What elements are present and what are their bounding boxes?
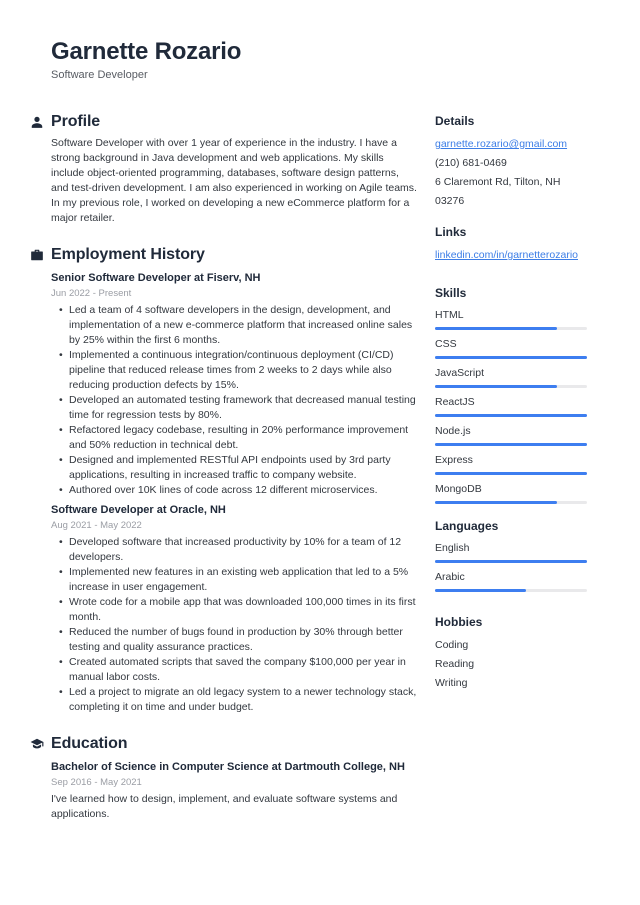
job-bullet: • Created automated scripts that saved the company $100,000 per year in manual labor costs. (69, 655, 419, 685)
hobby-item: Writing (435, 677, 468, 689)
language-item (435, 542, 587, 563)
address-line: 6 Claremont Rd, Tilton, NH 03276 (435, 176, 561, 207)
skill-item (435, 309, 587, 330)
phone-line: (210) 681-0469 (435, 157, 507, 169)
languages-heading: Languages (435, 519, 499, 533)
links-heading: Links (435, 225, 467, 239)
skill-bar (435, 472, 587, 475)
degree-title: Bachelor of Science in Computer Science at Dartmouth College, NH (51, 761, 405, 773)
skill-bar-fill (435, 327, 557, 330)
graduation-cap-icon (30, 737, 44, 751)
briefcase-icon (30, 248, 44, 262)
employment-heading: Employment History (51, 246, 205, 263)
skill-item (435, 454, 587, 475)
sidebar-column (435, 38, 587, 822)
profile-text: Software Developer with over 1 year of experience in the industry. I have a strong background in Java development and web applications. My skills include object-oriented programming, databases, software design patterns, and test-driven development. I am also experienced in working on Agile teams. In my previous role, I worked on developing a new eCommerce platform for a major retailer. (51, 137, 417, 224)
job-entry (51, 271, 419, 498)
job-bullet: • Wrote code for a mobile app that was downloaded 100,000 times in its first month. (69, 595, 419, 625)
job-title: Software Developer at Oracle, NH (51, 504, 226, 516)
job-bullet: • Authored over 10K lines of code across 12 different microservices. (69, 483, 419, 498)
job-bullet: • Led a team of 4 software developers in the design, development, and implementation of a new e-commerce platform that increased online sales by 25% within the first 6 months. (69, 303, 419, 348)
hobbies-heading: Hobbies (435, 615, 483, 629)
job-bullet: • Implemented new features in an existing web application that led to a 5% increase in user engagement. (69, 565, 419, 595)
resume-header (51, 38, 419, 82)
skill-bar-fill (435, 356, 587, 359)
language-bar (435, 560, 587, 563)
job-bullet-list (51, 303, 419, 498)
education-section-header (30, 734, 419, 754)
profile-heading: Profile (51, 113, 101, 130)
job-title: Senior Software Developer at Fiserv, NH (51, 272, 261, 284)
section-education (30, 734, 419, 822)
language-label: English (435, 542, 470, 554)
skill-item (435, 425, 587, 446)
section-profile (30, 112, 419, 226)
link-line (435, 246, 587, 265)
page-title: Garnette Rozario (51, 38, 242, 65)
hobby-item: Coding (435, 639, 469, 651)
education-entry (51, 760, 419, 822)
skills-heading: Skills (435, 286, 467, 300)
employment-section-header (30, 245, 419, 265)
employment-body (51, 271, 419, 715)
skill-item (435, 367, 587, 388)
education-heading: Education (51, 735, 128, 752)
skill-label: MongoDB (435, 483, 482, 495)
job-dates: Aug 2021 - May 2022 (51, 520, 142, 531)
job-bullet: • Reduced the number of bugs found in production by 30% through better testing and quality assurance practices. (69, 625, 419, 655)
skill-label: CSS (435, 338, 457, 350)
section-hobbies (435, 615, 587, 693)
language-item (435, 571, 587, 592)
email-line (435, 135, 587, 154)
skill-bar-fill (435, 414, 587, 417)
section-employment (30, 245, 419, 715)
skill-label: Express (435, 454, 473, 466)
job-bullet: • Refactored legacy codebase, resulting in 20% performance improvement and 50% reduction in technical debt. (69, 423, 419, 453)
degree-dates: Sep 2016 - May 2021 (51, 777, 142, 788)
job-bullet: • Designed and implemented RESTful API endpoints used by 3rd party applications, resulting in increased traffic to company website. (69, 453, 419, 483)
job-bullet: • Led a project to migrate an old legacy system to a newer technology stack, completing it on time and under budget. (69, 685, 419, 715)
email-link[interactable]: garnette.rozario@gmail.com (435, 138, 568, 150)
skill-item (435, 483, 587, 504)
language-label: Arabic (435, 571, 465, 583)
section-details (435, 114, 587, 211)
skill-bar-fill (435, 443, 587, 446)
skill-item (435, 338, 587, 359)
skill-bar-fill (435, 501, 557, 504)
skill-bar (435, 385, 587, 388)
skill-bar (435, 414, 587, 417)
linkedin-link[interactable]: linkedin.com/in/garnetterozario (435, 249, 578, 261)
skill-bar-fill (435, 472, 587, 475)
section-skills (435, 286, 587, 504)
profile-section-header (30, 112, 419, 132)
skill-label: Node.js (435, 425, 471, 437)
skill-bar-fill (435, 385, 557, 388)
skill-bar (435, 356, 587, 359)
skill-bar (435, 327, 587, 330)
skill-label: HTML (435, 309, 464, 321)
section-languages (435, 519, 587, 592)
skill-label: ReactJS (435, 396, 475, 408)
job-entry (51, 503, 419, 715)
section-links (435, 225, 587, 265)
education-body (51, 760, 419, 822)
language-bar-fill (435, 589, 526, 592)
job-bullet: • Implemented a continuous integration/continuous deployment (CI/CD) pipeline that reduced release times from 2 weeks to 2 days while also reducing production defects by 15%. (69, 348, 419, 393)
person-icon (30, 115, 44, 129)
job-bullet: • Developed an automated testing framework that decreased manual testing time for regression tests by 80%. (69, 393, 419, 423)
language-bar (435, 589, 587, 592)
skill-bar (435, 443, 587, 446)
skill-item (435, 396, 587, 417)
job-dates: Jun 2022 - Present (51, 288, 132, 299)
details-heading: Details (435, 114, 475, 128)
skill-bar (435, 501, 587, 504)
job-bullet: • Developed software that increased productivity by 10% for a team of 12 developers. (69, 535, 419, 565)
job-role-subtitle: Software Developer (51, 69, 148, 81)
main-column (30, 38, 419, 822)
degree-description: I've learned how to design, implement, and evaluate software systems and applications. (51, 793, 398, 820)
hobby-item: Reading (435, 658, 475, 670)
language-bar-fill (435, 560, 587, 563)
skill-label: JavaScript (435, 367, 485, 379)
job-bullet-list (51, 535, 419, 715)
